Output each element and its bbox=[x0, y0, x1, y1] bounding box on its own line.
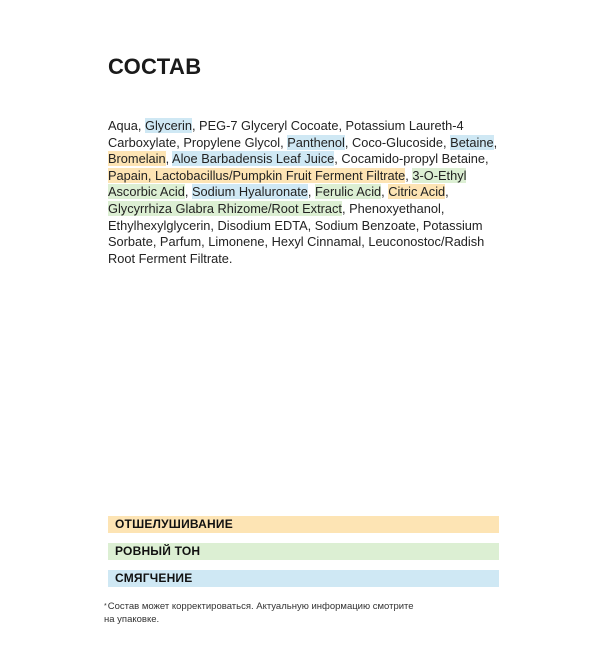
ingredient-text: , bbox=[381, 184, 389, 200]
footnote-text: Состав может корректироваться. Актуальную информацию смотрите на упаковке. bbox=[104, 601, 414, 625]
ingredient-text: , PEG-7 Glyceryl Cocoate, Potassium Laureth-4 Carboxylate, Propylene Glycol, bbox=[108, 118, 464, 150]
highlighted-ingredient: Citric Acid bbox=[388, 184, 446, 200]
ingredient-text: , bbox=[445, 184, 449, 200]
ingredient-text: , bbox=[165, 151, 173, 167]
highlighted-ingredient: Papain, Lactobacillus/Pumpkin Fruit Ferment Filtrate bbox=[108, 167, 406, 183]
highlighted-ingredient: Glycerin bbox=[145, 118, 192, 133]
legend-softening: СМЯГЧЕНИЕ bbox=[108, 570, 499, 587]
footnote bbox=[104, 601, 424, 626]
ingredients-list bbox=[108, 118, 500, 267]
ingredient-text: , bbox=[184, 184, 192, 200]
highlighted-ingredient: Aloe Barbadensis Leaf Juice bbox=[172, 151, 335, 167]
ingredient-text: , Phenoxyethanol, Ethylhexylglycerin, Disodium EDTA, Sodium Benzoate, Potassium Sorbate, Parfum, Limonene, Hexyl Cinnamal, Leuconostoc/Radish Root Ferment Filtrate. bbox=[108, 200, 485, 266]
ingredient-text: , Coco-Glucoside, bbox=[344, 134, 451, 150]
highlighted-ingredient: Ferulic Acid bbox=[315, 184, 382, 200]
highlighted-ingredient: Betaine bbox=[450, 134, 494, 150]
footnote-asterisk: * bbox=[104, 603, 107, 610]
highlighted-ingredient: 3-O-Ethyl Ascorbic Acid bbox=[108, 167, 467, 200]
page-title: СОСТАВ bbox=[108, 54, 202, 79]
legend-even-tone: РОВНЫЙ ТОН bbox=[108, 543, 499, 560]
highlighted-ingredient: Sodium Hyaluronate bbox=[191, 184, 308, 200]
highlighted-ingredient: Glycyrrhiza Glabra Rhizome/Root Extract bbox=[108, 200, 342, 216]
ingredient-text: , Cocamido-propyl Betaine, bbox=[334, 151, 489, 167]
ingredient-text: , bbox=[493, 134, 498, 150]
ingredient-text: , bbox=[307, 184, 316, 200]
highlighted-ingredient: Panthenol bbox=[287, 134, 345, 150]
ingredient-text: Aqua, bbox=[108, 118, 145, 133]
ingredient-text: , bbox=[405, 167, 413, 183]
legend-exfoliation: ОТШЕЛУШИВАНИЕ bbox=[108, 516, 499, 533]
highlighted-ingredient: Bromelain bbox=[108, 151, 166, 167]
